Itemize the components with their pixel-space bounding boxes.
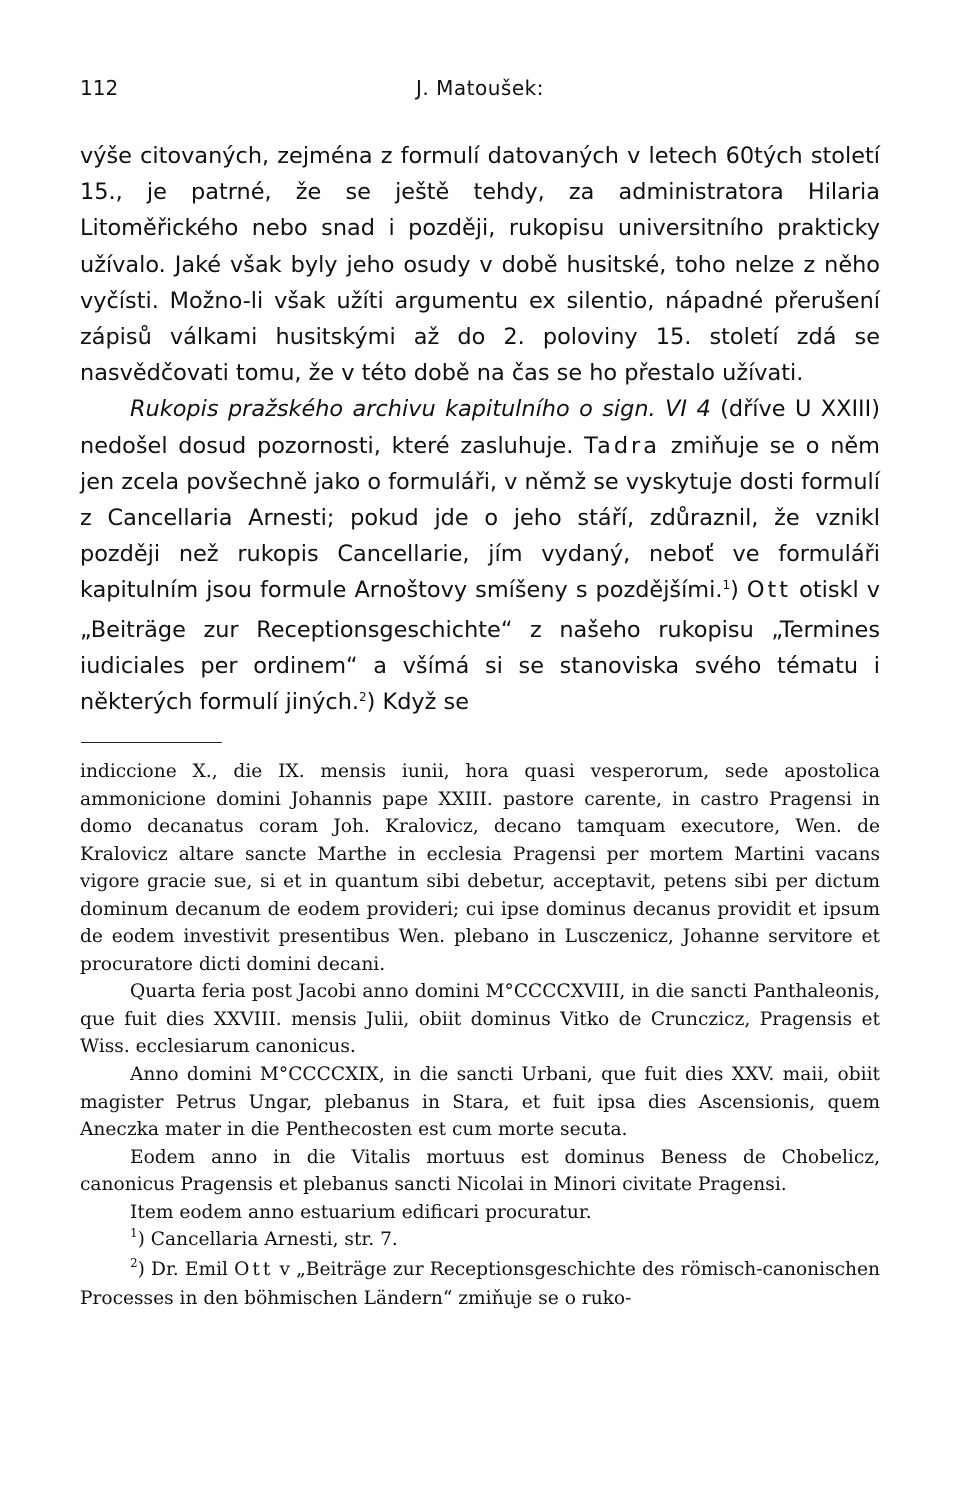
text-run: otiskl v „Beiträge zur Receptionsgeschichte“ z našeho rukopisu „Termines iudiciales per ordinem“ a všímá si se stanoviska svého tématu i některých formulí jiných. xyxy=(80,577,880,716)
footnote-text: ) Cancellaria Arnesti, str. 7. xyxy=(137,1229,398,1251)
text-run: ) xyxy=(730,577,747,604)
footnote-divider xyxy=(81,742,222,743)
footnote-ref-2: 2 xyxy=(359,690,367,705)
footnote-2 xyxy=(80,1256,880,1313)
author-name-tadra: Tadra xyxy=(584,432,660,459)
page-header xyxy=(80,76,880,106)
paragraph-2 xyxy=(80,391,880,723)
note-paragraph-3: Anno domini M°CCCCXIX, in die sancti Urbani, que fuit dies XXV. maii, obiit magister Petrus Ungar, plebanus in Stara, et fuit ipsa dies Ascensionis, quem Aneczka mater in die Penthecosten est cum morte secuta. xyxy=(80,1064,880,1141)
footnote-1 xyxy=(80,1226,880,1256)
footnote-mark-2: 2 xyxy=(130,1255,138,1270)
running-head: J. Matoušek: xyxy=(416,76,544,100)
footnote-mark-1: 1 xyxy=(130,1226,138,1241)
footnote-author-ott: Ott xyxy=(234,1258,274,1280)
text-run: ) Když se xyxy=(366,689,469,716)
author-name-ott: Ott xyxy=(746,577,792,604)
note-paragraph-5: Item eodem anno estuarium edificari procuratur. xyxy=(130,1201,592,1223)
notes-section xyxy=(80,758,880,1313)
page-number: 112 xyxy=(80,76,119,100)
text-run: zmiňuje se o něm jen zcela povšechně jako o formuláři, v němž se vyskytuje dosti formulí z Cancellaria Arnesti; pokud jde o jeho stáří, zdůraznil, že vznikl později než rukopis Cancellarie, jím vydaný, neboť ve formuláři kapitulním jsou formule Arnoštovy smíšeny s pozdějšími. xyxy=(80,432,880,604)
note-paragraph-4: Eodem anno in die Vitalis mortuus est dominus Beness de Chobelicz, canonicus Pragensis et plebanus sancti Nicolai in Minori civitate Pragensi. xyxy=(80,1146,880,1196)
paragraph-1: výše citovaných, zejména z formulí datovaných v letech 60tých století 15., je patrné, že se ještě tehdy, za administratora Hilaria Litoměřického nebo snad i později, rukopisu universitního prakticky užívalo. Jaké však byly jeho osudy v době husitské, toho nelze z něho vyčísti. Možno-li však užíti argumentu ex silentio, nápadné přerušení zápisů válkami husitskými až do 2. poloviny 15. století zdá se nasvědčovati tomu, že v této době na čas se ho přestalo užívati. xyxy=(80,143,880,387)
footnote-text: v „Beiträge zur Receptionsgeschichte des römisch-canonischen Processes in den böhmischen Ländern“ zmiňuje se o ruko- xyxy=(80,1258,880,1310)
note-paragraph-1: indiccione X., die IX. mensis iunii, hora quasi vesperorum, sede apostolica ammonicione domini Johannis pape XXIII. pastore carente, in castro Pragensi in domo decanatus coram Joh. Kralovicz, decano tamquam executore, Wen. de Kralovicz altare sancte Marthe in ecclesia Pragensi per mortem Martini vacans vigore gracie sue, si et in quantum sibi debetur, acceptavit, petens sibi per dictum dominum decanum de eodem provideri; cui ipse dominus decanus providit et ipsum de eodem investivit presentibus Wen. plebano in Lusczenicz, Johanne servitore et procuratore dicti domini decani. xyxy=(80,761,880,975)
footnote-ref-1: 1 xyxy=(722,578,731,593)
manuscript-title: Rukopis pražského archivu kapitulního o sign. VI 4 xyxy=(130,396,711,423)
text-run: (dříve U XXIII) nedošel dosud pozornosti, které zasluhuje. xyxy=(80,396,880,459)
note-paragraph-2: Quarta feria post Jacobi anno domini M°CCCCXVIII, in die sancti Panthaleonis, que fuit dies XXVIII. mensis Julii, obiit dominus Vitko de Crunczicz, Pragensis et Wiss. ecclesiarum canonicus. xyxy=(80,981,880,1058)
footnote-text: ) Dr. Emil xyxy=(137,1258,235,1280)
main-text xyxy=(80,138,880,723)
